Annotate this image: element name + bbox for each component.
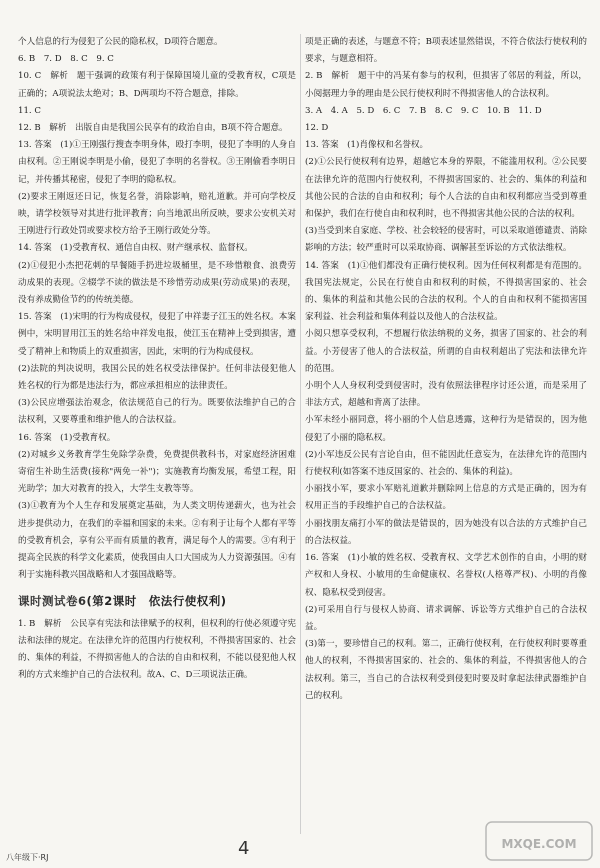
answer-paragraph: 项是正确的表述，与题意不符；B项表述显然错误，不符合依法行使权利的要求，与题意相符。: [305, 37, 587, 65]
answer-paragraph: 15. 答案 (1)宋明的行为构成侵权，侵犯了申祥妻子江玉的姓名权。本案例中，宋明冒用江玉的姓名给申祥发电报，使江玉在精神上受到损害，遭受了精神上和物质上的双重损害，因此，宋明的行为构成侵权。: [18, 312, 296, 357]
watermark-logo: [484, 818, 594, 864]
answer-paragraph: 16. 答案 (1)受教育权。: [18, 432, 116, 443]
answer-paragraph: (2)①公民行使权利有边界，超越它本身的界限，不能滥用权利。②公民要在法律允许的范围内行使权利，不得损害国家的、社会的、集体的利益和其他公民的合法的自由和权利；每个人合法的自由和权利都应当受到尊重和保护，我们在行使自由和权利时，也不得损害其他公民的合法的权利。: [305, 157, 587, 220]
answer-paragraph: 6. B 7. D 8. C 9. C: [18, 54, 114, 65]
answer-paragraph: 2. B 解析 题干中的冯某有参与的权利，但损害了邻居的利益，所以，小阅据理力争的理由是公民行使权利时不得损害他人的合法权利。: [305, 71, 587, 99]
answer-paragraph: 小丽找小军，要求小军赔礼道歉并删除网上信息的方式是正确的，因为有权用正当的手段维护自己的合法权益。: [305, 484, 587, 512]
right-column: [305, 34, 587, 705]
answer-paragraph: (2)对城乡义务教育学生免除学杂费，免费提供教科书，对家庭经济困难寄宿生补助生活费(接称"两免一补")；实施教育均衡发展，希望工程，阳光助学；加大对教育的投入，大学生支教等等。: [18, 449, 296, 495]
answer-paragraph: 12. D: [305, 123, 329, 134]
answer-paragraph: 14. 答案 (1)受教育权、通信自由权、财产继承权、监督权。: [18, 243, 253, 254]
answer-paragraph: (2)小军违反公民有言论自由，但不能因此任意妄为，在法律允许的范围内行使权利(如答案不违反国家的、社会的、集体的利益)。: [305, 449, 587, 478]
answer-paragraph: 11. C: [18, 105, 41, 116]
answer-paragraph: (2)①侵犯小杰把花刺的早餐随手扔进垃圾桶里，是不珍惜粮食、浪费劳动成果的表现。②辍学不读的做法是不珍惜劳动成果(劳动成果)的表现，没有养成勤俭节约的传统美德。: [18, 260, 296, 306]
answer-paragraph: (3)公民应增强法治观念，依法规范自己的行为。既要依法维护自己的合法权利，又要尊重和维护他人的合法权益。: [18, 398, 296, 426]
page-number: 4: [238, 838, 250, 859]
right-paragraphs: [305, 34, 587, 705]
answer-paragraph: 14. 答案 (1)①他们都没有正确行使权利。因为任何权利都是有范围的。我国宪法规定，公民在行使自由和权利的时候，不得损害国家的、社会的、集体的利益和其他公民的合法的权利。个人的自由和权利不能损害国家利益、社会利益和集体利益以及他人的合法权益。: [305, 260, 587, 323]
answer-paragraph: (3)第一，要珍惜自己的权利。第二，正确行使权利，在行使权利时要尊重他人的权利，不得损害国家的、社会的、集体的利益，不得损害他人的合法权利。第三，当自己的合法权利受到侵犯时要及时拿起法律武器维护自己的权利。: [305, 639, 587, 701]
watermark-text: MXQE.COM: [501, 837, 577, 851]
grade-label: 八年级下·RJ: [6, 853, 49, 862]
answer-paragraph: 10. C 解析 题干强调的政策有利于保障国境儿童的受教育权，C项是正确的；A项说法太绝对；B、D两项均不符合题意，排除。: [18, 71, 296, 99]
answer-paragraph: 13. 答案 (1)①王刚强行搜查李明身体，殴打李明，侵犯了李明的人身自由权利。②王刚说李明是小偷，侵犯了李明的名誉权。③王刚偷看李明日记，并传播其秘密，侵犯了李明的隐私权。: [18, 140, 296, 185]
answer-paragraph: 小阅只想享受权利，不想履行依法纳税的义务，损害了国家的、社会的利益。小芳侵害了他人的合法权益，所谓的自由权利超出了宪法和法律允许的范围。: [305, 329, 587, 374]
answer-paragraph: 个人信息的行为侵犯了公民的隐私权，D项符合题意。: [18, 37, 223, 47]
section-subtitle: (第2课时 依法行使权利): [86, 593, 227, 608]
answer-paragraph: 小军未经小丽同意，将小丽的个人信息透露，这种行为是错误的，因为他侵犯了小丽的隐私权。: [305, 415, 587, 443]
answer-paragraph: (2)法院的判决说明，我国公民的姓名权受法律保护。任何非法侵犯他人姓名权的行为都是违法行为，都应承担相应的法律责任。: [18, 363, 296, 392]
answer-paragraph: 16. 答案 (1)小敏的姓名权、受教育权、文学艺术创作的自由，小明的财产权和人身权、小敏用的生命健康权、名誉权(人格尊严权)、小明的肖像权、隐私权受到侵害。: [305, 553, 587, 598]
answer-paragraph: (2)要求王刚返还日记，恢复名誉，消除影响，赔礼道歉。并可向学校反映，请学校领导对其进行批评教育；向当地派出所反映，要求公安机关对王刚进行行政处罚或要求校方给予王刚行政处分等。: [18, 191, 296, 237]
answer-paragraph: 3. A 4. A 5. D 6. C 7. B 8. C 9. C 10. B 11. D: [305, 105, 542, 116]
section-header: [18, 593, 296, 610]
column-divider: [300, 34, 301, 834]
answer-paragraph: (3)①教育为个人生存和发展奠定基础，为人类文明传递薪火，也为社会进步提供动力，在我们的幸福和国家的未来。②有利于让每个人都有平等的受教育机会，享有公平而有质量的教育，满足每个人的需要。③有利于提高全民族的科学文化素质，使我国由人口大国成为人力资源强国。④有利于实施科教兴国战略和人才强国战略等。: [18, 501, 296, 581]
left-paragraphs: [18, 34, 296, 585]
answer-paragraph: 12. B 解析 出版自由是我国公民享有的政治自由，B项不符合题意。: [18, 123, 288, 134]
left-column: [18, 34, 296, 685]
answer-paragraph: 13. 答案 (1)肖像权和名誉权。: [305, 140, 429, 151]
answer-paragraph: 小丽找朋友痛打小军的做法是错误的，因为她没有以合法的方式维护自己的合法权益。: [305, 518, 587, 546]
section-title: 课时测试卷6: [18, 593, 87, 608]
left-after-paragraphs: [18, 616, 296, 685]
answer-paragraph: 小明个人人身权利受到侵害时，没有依照法律程序讨还公道，而是采用了非法方式，超越和背离了法律。: [305, 381, 587, 409]
answer-paragraph: (2)可采用自行与侵权人协商、请求调解、诉讼等方式维护自己的合法权益。: [305, 604, 587, 632]
answer-paragraph: (3)当受到来自家庭、学校、社会较轻的侵害时，可以采取道德谴责、消除影响的方法；较严重时可以采取协商、调解甚至诉讼的方式依法维权。: [305, 226, 587, 254]
answer-paragraph: 1. B 解析 公民享有宪法和法律赋予的权利，但权利的行使必须遵守宪法和法律的规定。在法律允许的范围内行使权利，不得损害国家的、社会的、集体的利益，不得损害他人的合法的自由和权利，不能以侵犯他人权利的方式来维护自己的合法权利。故A、C、D三项说法正确。: [18, 618, 296, 681]
